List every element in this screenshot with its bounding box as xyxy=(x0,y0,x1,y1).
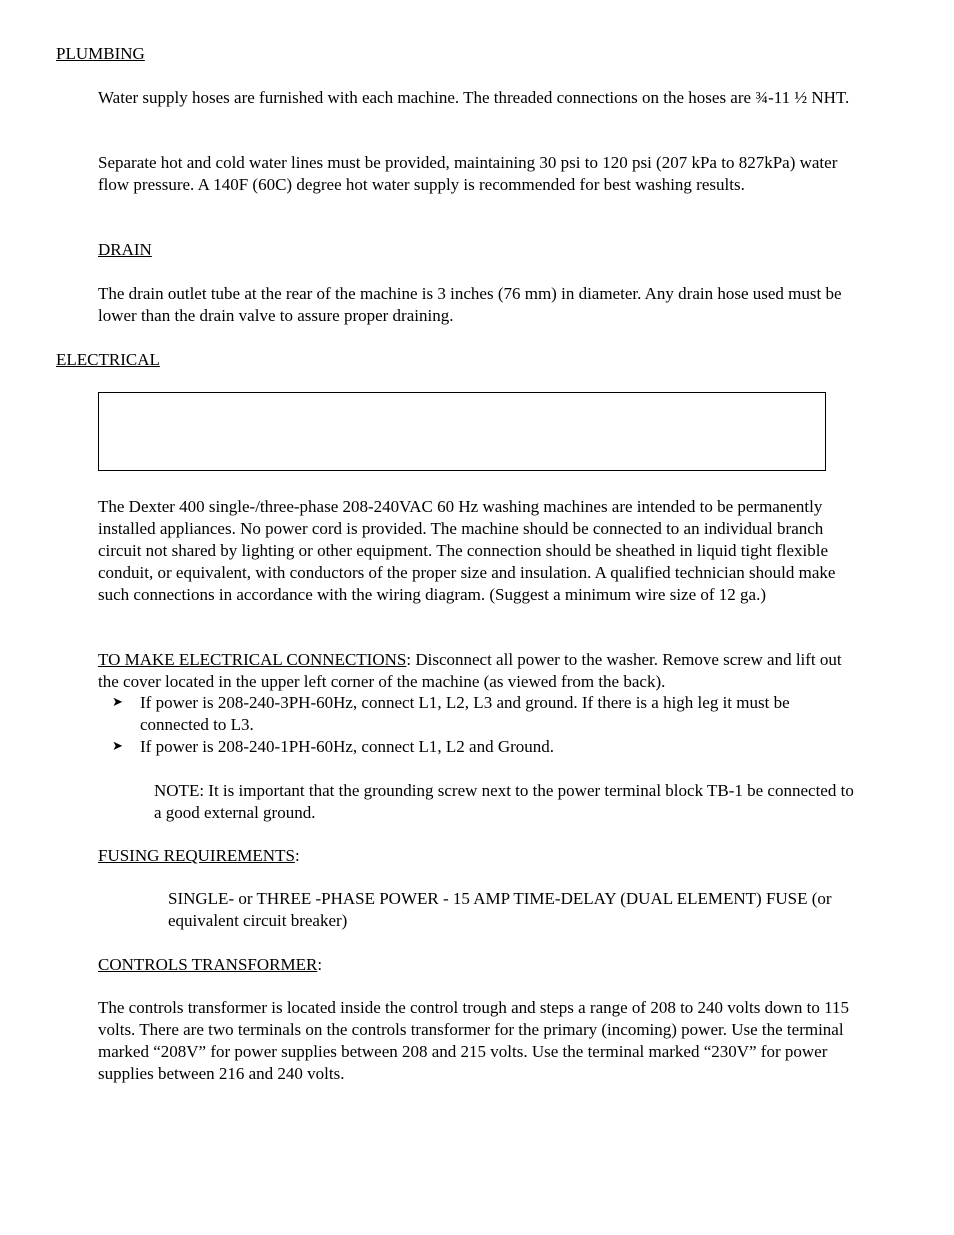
connections-heading: TO MAKE ELECTRICAL CONNECTIONS xyxy=(98,650,407,669)
electrical-connections-paragraph xyxy=(98,649,858,693)
connections-text: : Disconnect all power to the washer. Remove screw and lift out the cover located in the upper left corner of the machine (as viewed from the back). xyxy=(98,650,842,691)
electrical-heading: ELECTRICAL xyxy=(56,350,160,369)
grounding-note: NOTE: It is important that the grounding screw next to the power terminal block TB-1 be connected to a good external ground. xyxy=(154,781,854,822)
plumbing-water-lines-paragraph: Separate hot and cold water lines must be provided, maintaining 30 psi to 120 psi (207 kPa to 827kPa) water flow pressure. A 140F (60C) degree hot water supply is recommended for best washing results. xyxy=(98,153,838,194)
transformer-heading: CONTROLS TRANSFORMER xyxy=(98,955,318,974)
fusing-heading: FUSING REQUIREMENTS xyxy=(98,846,295,865)
electrical-intro-paragraph: The Dexter 400 single-/three-phase 208-240VAC 60 Hz washing machines are intended to be permanently installed appliances. No power cord is provided. The machine should be connected to an individual branch circuit not shared by lighting or other equipment. The connection should be sheathed in liquid tight flexible conduit, or equivalent, with conductors of the proper size and insulation. A qualified technician should make such connections in accordance with the wiring diagram. (Suggest a minimum wire size of 12 ga.) xyxy=(98,497,836,604)
arrow-bullet-icon: ➤ xyxy=(112,695,123,710)
warning-box xyxy=(98,392,826,471)
transformer-heading-line xyxy=(98,954,858,976)
bullet-text: If power is 208-240-1PH-60Hz, connect L1, L2 and Ground. xyxy=(140,737,555,756)
transformer-paragraph: The controls transformer is located inside the control trough and steps a range of 208 to 240 volts down to 115 volts. There are two terminals on the controls transformer for the primary (incoming) power. Use the terminal marked “208V” for power supplies between 208 and 215 volts. Use the terminal marked “230V” for power supplies between 216 and 240 volts. xyxy=(98,998,849,1083)
bullet-text: If power is 208-240-3PH-60Hz, connect L1, L2, L3 and ground. If there is a high leg it must be connected to L3. xyxy=(140,693,790,734)
drain-paragraph: The drain outlet tube at the rear of the machine is 3 inches (76 mm) in diameter. Any drain hose used must be lower than the drain valve to assure proper draining. xyxy=(98,284,842,325)
drain-heading: DRAIN xyxy=(98,240,152,259)
transformer-heading-suffix: : xyxy=(317,955,323,974)
fusing-requirements-text: SINGLE- or THREE -PHASE POWER - 15 AMP TIME-DELAY (DUAL ELEMENT) FUSE (or equivalent circuit breaker) xyxy=(168,889,832,930)
fusing-heading-line xyxy=(98,845,858,867)
plumbing-heading: PLUMBING xyxy=(56,44,145,63)
plumbing-hoses-paragraph: Water supply hoses are furnished with each machine. The threaded connections on the hoses are ¾-11 ½ NHT. xyxy=(98,88,850,107)
arrow-bullet-icon: ➤ xyxy=(112,739,123,754)
fusing-heading-suffix: : xyxy=(294,846,300,865)
